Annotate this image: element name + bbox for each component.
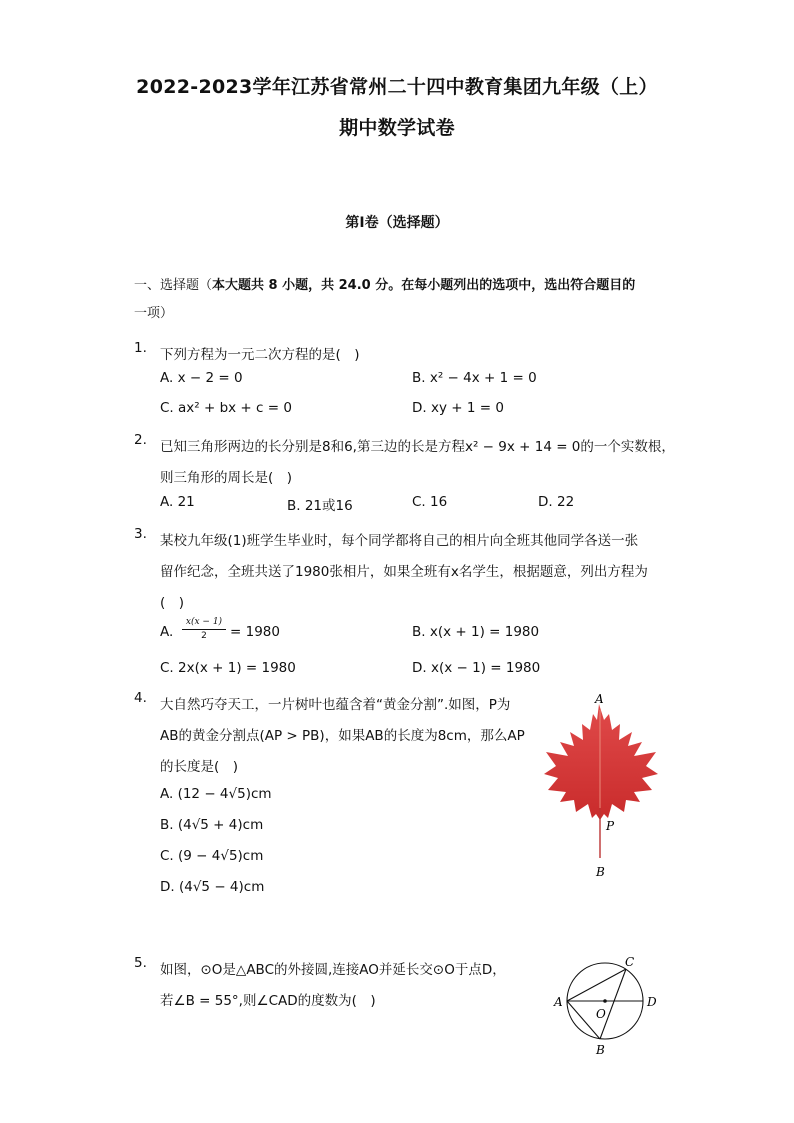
- question-number: 2.: [134, 432, 147, 448]
- q1-option-c[interactable]: C. ax² + bx + c = 0: [160, 400, 292, 416]
- question-text: 下列方程为一元二次方程的是( ): [160, 347, 360, 363]
- maple-leaf-svg: [542, 690, 662, 885]
- equation-rhs: = 1980: [230, 624, 280, 640]
- label-p: P: [606, 819, 615, 833]
- exam-title-line2: 期中数学试卷: [339, 117, 455, 139]
- fraction-denominator: 2: [201, 631, 207, 641]
- question-text-line1: 如图，⊙O是△ABC的外接圆,连接AO并延长交⊙O于点D，: [160, 962, 506, 978]
- question-text-line1: 已知三角形两边的长分别是8和6,第三边的长是方程x² − 9x + 14 = 0的一个实数根，: [160, 439, 675, 455]
- q3-option-c[interactable]: C. 2x(x + 1) = 1980: [160, 660, 296, 676]
- q1-option-d[interactable]: D. xy + 1 = 0: [412, 400, 504, 416]
- question-text-line2: AB的黄金分割点(AP > PB)，如果AB的长度为8cm，那么AP: [160, 728, 525, 744]
- fraction-numerator: x(x − 1): [182, 616, 226, 630]
- label-o: O: [596, 1007, 606, 1021]
- question-text-line2: 则三角形的周长是( ): [160, 470, 293, 486]
- q2-option-b[interactable]: B. 21或16: [287, 498, 353, 514]
- chord-ac: [567, 969, 626, 1001]
- question-text-line2: 留作纪念，全班共送了1980张相片，如果全班有x名学生，根据题意，列出方程为: [160, 564, 648, 580]
- exam-title-line1: 2022-2023学年江苏省常州二十四中教育集团九年级（上）: [136, 76, 658, 98]
- leaf-shape: [544, 704, 658, 820]
- question-text-line1: 大自然巧夺天工，一片树叶也蕴含着“黄金分割”.如图，P为: [160, 697, 511, 713]
- label-d: D: [647, 995, 657, 1009]
- label-a: A: [595, 692, 604, 706]
- label-b: B: [596, 865, 605, 879]
- label-a: A: [554, 995, 563, 1009]
- q2-option-a[interactable]: A. 21: [160, 494, 195, 510]
- q4-option-a[interactable]: A. (12 − 4√5)cm: [160, 786, 272, 802]
- circle-svg: [548, 948, 664, 1058]
- question-number: 1.: [134, 340, 147, 356]
- volume-heading: 第I卷（选择题）: [345, 215, 449, 231]
- q2-option-c[interactable]: C. 16: [412, 494, 448, 510]
- question-text-line3: ( ): [160, 595, 185, 611]
- section-bold-text: 本大题共 8 小题，共 24.0 分。在每小题列出的选项中，选出符合题目的: [212, 278, 636, 293]
- q3-option-d[interactable]: D. x(x − 1) = 1980: [412, 660, 541, 676]
- q2-option-d[interactable]: D. 22: [538, 494, 575, 510]
- q4-option-c[interactable]: C. (9 − 4√5)cm: [160, 848, 264, 864]
- question-number: 4.: [134, 690, 147, 706]
- q4-option-b[interactable]: B. (4√5 + 4)cm: [160, 817, 264, 833]
- label-c: C: [625, 955, 635, 969]
- question-text-line1: 某校九年级(1)班学生毕业时，每个同学都将自己的相片向全班其他同学各送一张: [160, 533, 639, 549]
- q4-option-d[interactable]: D. (4√5 − 4)cm: [160, 879, 265, 895]
- option-letter: A.: [160, 624, 174, 640]
- q1-option-a[interactable]: A. x − 2 = 0: [160, 370, 243, 386]
- q1-option-b[interactable]: B. x² − 4x + 1 = 0: [412, 370, 537, 386]
- section-line2: 一项）: [134, 306, 174, 321]
- maple-leaf-figure: [542, 690, 662, 889]
- q3-option-b[interactable]: B. x(x + 1) = 1980: [412, 624, 540, 640]
- question-text-line3: 的长度是( ): [160, 759, 239, 775]
- label-b: B: [596, 1043, 605, 1057]
- section-label: 一、选择题（: [134, 278, 213, 293]
- question-text-line2: 若∠B = 55°,则∠CAD的度数为( ): [160, 993, 376, 1009]
- question-number: 3.: [134, 526, 147, 542]
- section-instructions: [134, 272, 674, 328]
- question-number: 5.: [134, 955, 147, 971]
- chord-bc: [600, 969, 626, 1039]
- center-dot: [603, 999, 607, 1003]
- circle-figure: [548, 948, 664, 1062]
